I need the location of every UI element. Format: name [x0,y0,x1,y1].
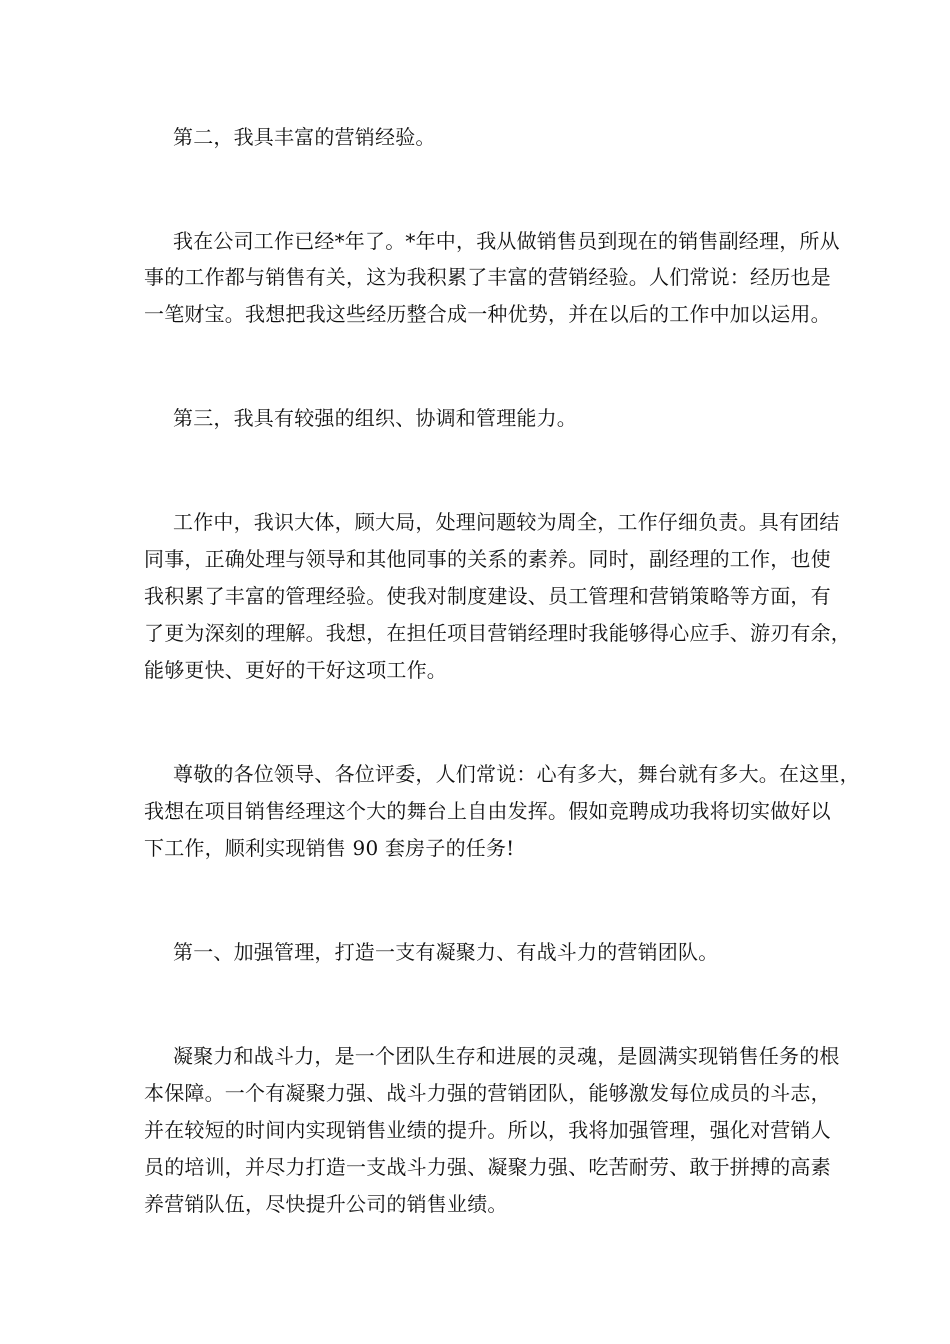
paragraph-line: 我积累了丰富的管理经验。使我对制度建设、员工管理和营销策略等方面，有 [144,584,831,608]
paragraph-line: 我想在项目销售经理这个大的舞台上自由发挥。假如竞聘成功我将切实做好以 [144,799,831,823]
paragraph-line: 下工作，顺利实现销售 90 套房子的任务! [144,836,515,860]
paragraph-line: 工作中，我识大体，顾大局，处理问题较为周全，工作仔细负责。具有团结 [173,510,840,534]
paragraph-line: 了更为深刻的理解。我想，在担任项目营销经理时我能够得心应手、游刃有余， [144,621,851,645]
paragraph-line: 并在较短的时间内实现销售业绩的提升。所以，我将加强管理，强化对营销人 [144,1118,831,1142]
paragraph-line: 能够更快、更好的干好这项工作。 [144,658,447,682]
paragraph-line: 同事，正确处理与领导和其他同事的关系的素养。同时，副经理的工作，也使 [144,547,831,571]
paragraph-heading-second: 第二，我具丰富的营销经验。 [173,125,436,149]
paragraph-line: 一笔财宝。我想把我这些经历整合成一种优势，并在以后的工作中加以运用。 [144,302,831,326]
paragraph-heading-first: 第一、加强管理，打造一支有凝聚力、有战斗力的营销团队。 [173,940,719,964]
paragraph-line: 凝聚力和战斗力，是一个团队生存和进展的灵魂，是圆满实现销售任务的根 [173,1044,840,1068]
paragraph-line: 养营销队伍，尽快提升公司的销售业绩。 [144,1192,508,1216]
paragraph-line: 本保障。一个有凝聚力强、战斗力强的营销团队，能够激发每位成员的斗志， [144,1081,831,1105]
paragraph-line: 尊敬的各位领导、各位评委，人们常说：心有多大，舞台就有多大。在这里， [173,762,860,786]
paragraph-line: 员的培训，并尽力打造一支战斗力强、凝聚力强、吃苦耐劳、敢于拼搏的高素 [144,1155,831,1179]
paragraph-line: 事的工作都与销售有关，这为我积累了丰富的营销经验。人们常说：经历也是 [144,265,831,289]
paragraph-line: 我在公司工作已经*年了。*年中，我从做销售员到现在的销售副经理，所从 [173,229,840,253]
paragraph-heading-third: 第三，我具有较强的组织、协调和管理能力。 [173,406,577,430]
